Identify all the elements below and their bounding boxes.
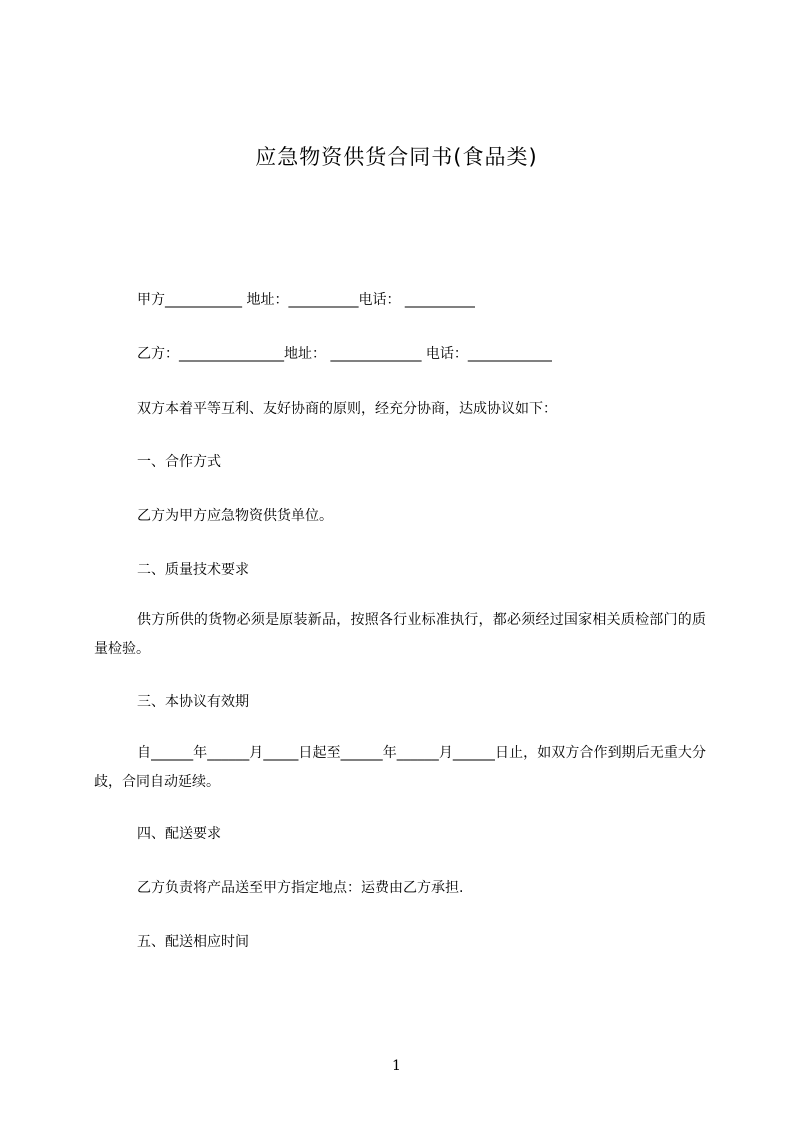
section-heading-delivery: 四、配送要求 bbox=[137, 826, 221, 842]
section-body-cooperation: 乙方为甲方应急物资供货单位。 bbox=[137, 508, 333, 524]
section-body-quality: 供方所供的货物必须是原装新品，按照各行业标准执行，都必须经过国家相关质检部门的质量检验。 bbox=[94, 612, 706, 657]
party-b-line: 乙方：_______________地址： _____________ 电话：____________ bbox=[137, 346, 552, 362]
page-number: 1 bbox=[392, 1058, 401, 1074]
section-heading-delivery-time: 五、配送相应时间 bbox=[137, 934, 249, 950]
section-heading-cooperation: 一、合作方式 bbox=[137, 454, 221, 470]
section-body-validity: 自______年______月_____日起至______年______月______日止，如双方合作到期后无重大分歧，合同自动延续。 bbox=[94, 745, 706, 790]
party-a-line: 甲方___________ 地址：__________电话： __________ bbox=[137, 292, 475, 308]
section-heading-quality: 二、质量技术要求 bbox=[137, 562, 249, 578]
document-title: 应急物资供货合同书(食品类) bbox=[255, 145, 538, 169]
section-body-delivery: 乙方负责将产品送至甲方指定地点：运费由乙方承担. bbox=[137, 880, 464, 896]
section-heading-validity: 三、本协议有效期 bbox=[137, 694, 249, 710]
intro-paragraph: 双方本着平等互利、友好协商的原则，经充分协商，达成协议如下： bbox=[137, 401, 557, 417]
